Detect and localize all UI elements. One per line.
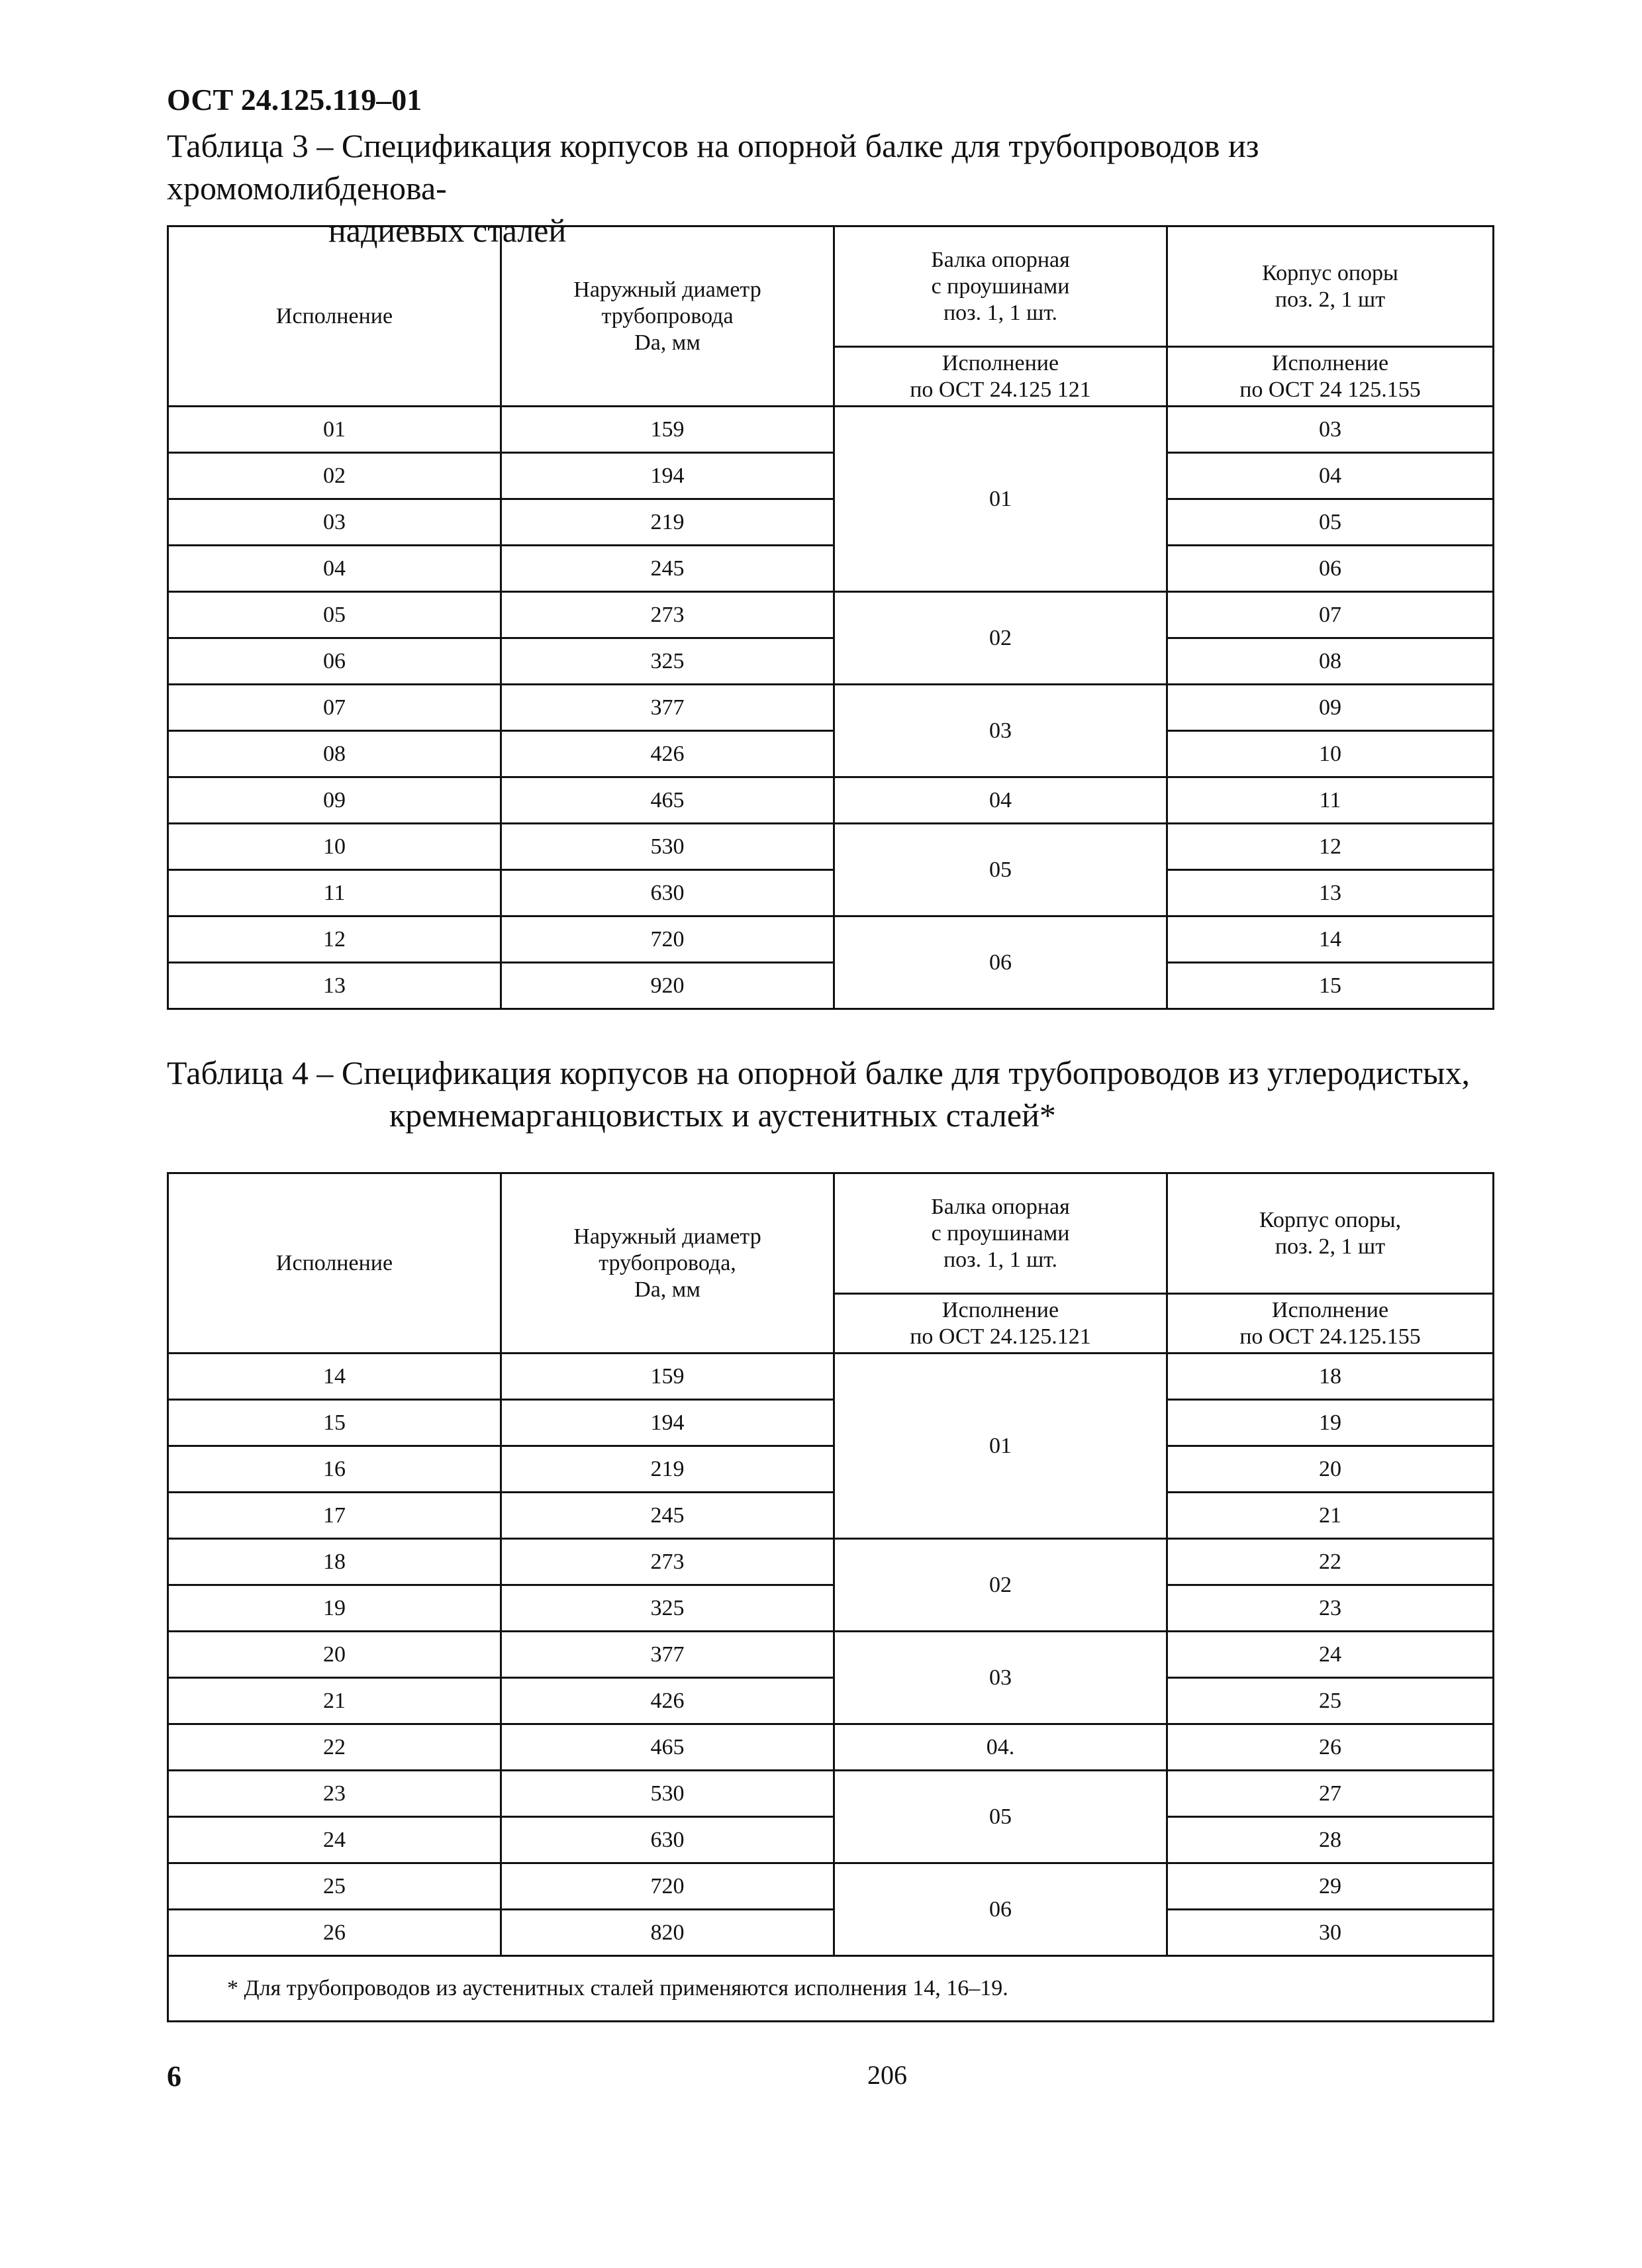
subheader-body-line1: Исполнение <box>1271 1297 1389 1322</box>
subheader-body-line1: Исполнение <box>1271 350 1389 375</box>
table3-caption-line2: надиевых сталей <box>328 212 567 249</box>
cell-diameter: 325 <box>501 1585 834 1632</box>
cell-body: 13 <box>1167 870 1494 916</box>
cell-diameter: 219 <box>501 499 834 546</box>
header-beam-line2: с проушинами <box>931 1220 1070 1246</box>
cell-execution: 20 <box>168 1632 501 1678</box>
table4-caption <box>167 1052 1498 1136</box>
cell-body: 20 <box>1167 1446 1494 1493</box>
table-row <box>168 546 1494 592</box>
table-row <box>168 731 1494 777</box>
cell-diameter: 194 <box>501 1400 834 1446</box>
header-support-body <box>1167 226 1494 347</box>
cell-execution: 04 <box>168 546 501 592</box>
subheader-body-standard <box>1167 1294 1494 1354</box>
cell-beam: 03 <box>834 685 1167 777</box>
subheader-beam-standard <box>834 347 1167 407</box>
cell-body: 05 <box>1167 499 1494 546</box>
table-row <box>168 963 1494 1009</box>
cell-execution: 01 <box>168 407 501 453</box>
cell-body: 28 <box>1167 1817 1494 1863</box>
cell-diameter: 219 <box>501 1446 834 1493</box>
header-diameter-line3: Dа, мм <box>634 330 700 355</box>
header-diameter-line1: Наружный диаметр <box>573 277 761 302</box>
cell-body: 12 <box>1167 824 1494 870</box>
cell-body: 10 <box>1167 731 1494 777</box>
header-diameter-line2: трубопровода, <box>599 1250 736 1275</box>
cell-body: 07 <box>1167 592 1494 638</box>
cell-diameter: 194 <box>501 453 834 499</box>
cell-body: 25 <box>1167 1678 1494 1724</box>
cell-body: 27 <box>1167 1771 1494 1817</box>
cell-body: 30 <box>1167 1910 1494 1956</box>
page-number-center: 206 <box>867 2060 907 2090</box>
cell-diameter: 530 <box>501 824 834 870</box>
header-execution: Исполнение <box>168 1173 501 1354</box>
table-row <box>168 1585 1494 1632</box>
cell-execution: 24 <box>168 1817 501 1863</box>
subheader-beam-line2: по ОСТ 24.125 121 <box>910 377 1091 402</box>
subheader-beam-standard <box>834 1294 1167 1354</box>
cell-body: 04 <box>1167 453 1494 499</box>
table-row <box>168 407 1494 453</box>
cell-diameter: 920 <box>501 963 834 1009</box>
subheader-beam-line1: Исполнение <box>942 1297 1059 1322</box>
header-support-beam <box>834 1173 1167 1294</box>
document-code: ОСТ 24.125.119–01 <box>167 83 422 117</box>
cell-body: 09 <box>1167 685 1494 731</box>
cell-execution: 18 <box>168 1539 501 1585</box>
table-row <box>168 1354 1494 1400</box>
cell-body: 18 <box>1167 1354 1494 1400</box>
cell-execution: 06 <box>168 638 501 685</box>
table-row <box>168 1910 1494 1956</box>
cell-execution: 15 <box>168 1400 501 1446</box>
subheader-beam-line2: по ОСТ 24.125.121 <box>910 1324 1091 1349</box>
header-body-line2: поз. 2, 1 шт <box>1275 287 1386 312</box>
cell-diameter: 630 <box>501 870 834 916</box>
cell-beam: 02 <box>834 592 1167 685</box>
cell-beam: 06 <box>834 1863 1167 1956</box>
cell-diameter: 720 <box>501 1863 834 1910</box>
cell-diameter: 377 <box>501 685 834 731</box>
cell-diameter: 245 <box>501 1493 834 1539</box>
header-diameter-line2: трубопровода <box>601 303 734 328</box>
cell-diameter: 465 <box>501 777 834 824</box>
cell-beam: 05 <box>834 1771 1167 1863</box>
header-support-body <box>1167 1173 1494 1294</box>
table-row <box>168 1632 1494 1678</box>
cell-execution: 02 <box>168 453 501 499</box>
cell-diameter: 630 <box>501 1817 834 1863</box>
table-row <box>168 592 1494 638</box>
header-body-line2: поз. 2, 1 шт <box>1275 1234 1386 1259</box>
cell-diameter: 159 <box>501 407 834 453</box>
table-row <box>168 870 1494 916</box>
cell-body: 19 <box>1167 1400 1494 1446</box>
cell-body: 23 <box>1167 1585 1494 1632</box>
cell-execution: 16 <box>168 1446 501 1493</box>
cell-diameter: 325 <box>501 638 834 685</box>
cell-diameter: 245 <box>501 546 834 592</box>
cell-execution: 13 <box>168 963 501 1009</box>
header-body-line1: Корпус опоры, <box>1259 1207 1402 1232</box>
table-row <box>168 1863 1494 1910</box>
cell-beam: 06 <box>834 916 1167 1009</box>
header-outer-diameter <box>501 226 834 407</box>
cell-body: 08 <box>1167 638 1494 685</box>
cell-body: 22 <box>1167 1539 1494 1585</box>
cell-beam: 03 <box>834 1632 1167 1724</box>
table4-footnote: * Для трубопроводов из аустенитных сталей применяются исполнения 14, 16–19. <box>168 1956 1494 2022</box>
cell-body: 11 <box>1167 777 1494 824</box>
cell-beam: 04 <box>834 777 1167 824</box>
table3-caption-line1: Таблица 3 – Спецификация корпусов на опорной балке для трубопроводов из хромомолибденова- <box>167 127 1259 207</box>
cell-diameter: 426 <box>501 731 834 777</box>
cell-diameter: 377 <box>501 1632 834 1678</box>
header-body-line1: Корпус опоры <box>1262 260 1398 285</box>
cell-execution: 22 <box>168 1724 501 1771</box>
table-row <box>168 1678 1494 1724</box>
table-row <box>168 1724 1494 1771</box>
page-number-left: 6 <box>167 2060 181 2093</box>
table-row <box>168 916 1494 963</box>
subheader-body-line2: по ОСТ 24 125.155 <box>1239 377 1421 402</box>
cell-execution: 23 <box>168 1771 501 1817</box>
header-beam-line3: поз. 1, 1 шт. <box>943 300 1058 325</box>
table-row <box>168 499 1494 546</box>
cell-body: 24 <box>1167 1632 1494 1678</box>
header-beam-line1: Балка опорная <box>931 247 1070 272</box>
header-support-beam <box>834 226 1167 347</box>
cell-body: 26 <box>1167 1724 1494 1771</box>
cell-diameter: 530 <box>501 1771 834 1817</box>
table4-footnote-row <box>168 1956 1494 2022</box>
cell-execution: 19 <box>168 1585 501 1632</box>
cell-body: 06 <box>1167 546 1494 592</box>
cell-execution: 11 <box>168 870 501 916</box>
table-row <box>168 1493 1494 1539</box>
cell-body: 21 <box>1167 1493 1494 1539</box>
cell-execution: 12 <box>168 916 501 963</box>
header-diameter-line1: Наружный диаметр <box>573 1224 761 1249</box>
cell-execution: 26 <box>168 1910 501 1956</box>
table3 <box>167 225 1494 1010</box>
cell-execution: 21 <box>168 1678 501 1724</box>
subheader-body-line2: по ОСТ 24.125.155 <box>1239 1324 1421 1349</box>
header-diameter-line3: Dа, мм <box>634 1277 700 1302</box>
table-row <box>168 1400 1494 1446</box>
cell-beam: 02 <box>834 1539 1167 1632</box>
table-row <box>168 1771 1494 1817</box>
cell-execution: 25 <box>168 1863 501 1910</box>
table-row <box>168 777 1494 824</box>
cell-body: 03 <box>1167 407 1494 453</box>
table4 <box>167 1172 1494 2022</box>
table-row <box>168 824 1494 870</box>
cell-diameter: 820 <box>501 1910 834 1956</box>
table-row <box>168 1817 1494 1863</box>
table4-header-row <box>168 1173 1494 1294</box>
subheader-beam-line1: Исполнение <box>942 350 1059 375</box>
table4-caption-line2: кремнемарганцовистых и аустенитных сталей* <box>389 1097 1056 1134</box>
cell-execution: 05 <box>168 592 501 638</box>
cell-beam: 05 <box>834 824 1167 916</box>
table4-caption-line1: Таблица 4 – Спецификация корпусов на опорной балке для трубопроводов из углеродистых, <box>167 1054 1470 1091</box>
cell-body: 14 <box>1167 916 1494 963</box>
subheader-body-standard <box>1167 347 1494 407</box>
cell-execution: 10 <box>168 824 501 870</box>
table3-header-row <box>168 226 1494 347</box>
cell-diameter: 720 <box>501 916 834 963</box>
cell-diameter: 273 <box>501 1539 834 1585</box>
cell-beam: 01 <box>834 1354 1167 1539</box>
cell-execution: 08 <box>168 731 501 777</box>
header-beam-line2: с проушинами <box>931 273 1070 299</box>
cell-beam: 04. <box>834 1724 1167 1771</box>
cell-beam: 01 <box>834 407 1167 592</box>
table-row <box>168 453 1494 499</box>
cell-execution: 09 <box>168 777 501 824</box>
cell-diameter: 159 <box>501 1354 834 1400</box>
cell-body: 15 <box>1167 963 1494 1009</box>
header-outer-diameter <box>501 1173 834 1354</box>
table-row <box>168 1539 1494 1585</box>
cell-diameter: 273 <box>501 592 834 638</box>
table-row <box>168 638 1494 685</box>
header-beam-line3: поз. 1, 1 шт. <box>943 1247 1058 1272</box>
header-execution: Исполнение <box>168 226 501 407</box>
table-row <box>168 1446 1494 1493</box>
cell-execution: 07 <box>168 685 501 731</box>
cell-diameter: 465 <box>501 1724 834 1771</box>
header-beam-line1: Балка опорная <box>931 1194 1070 1219</box>
cell-diameter: 426 <box>501 1678 834 1724</box>
cell-execution: 14 <box>168 1354 501 1400</box>
cell-body: 29 <box>1167 1863 1494 1910</box>
cell-execution: 03 <box>168 499 501 546</box>
table-row <box>168 685 1494 731</box>
cell-execution: 17 <box>168 1493 501 1539</box>
